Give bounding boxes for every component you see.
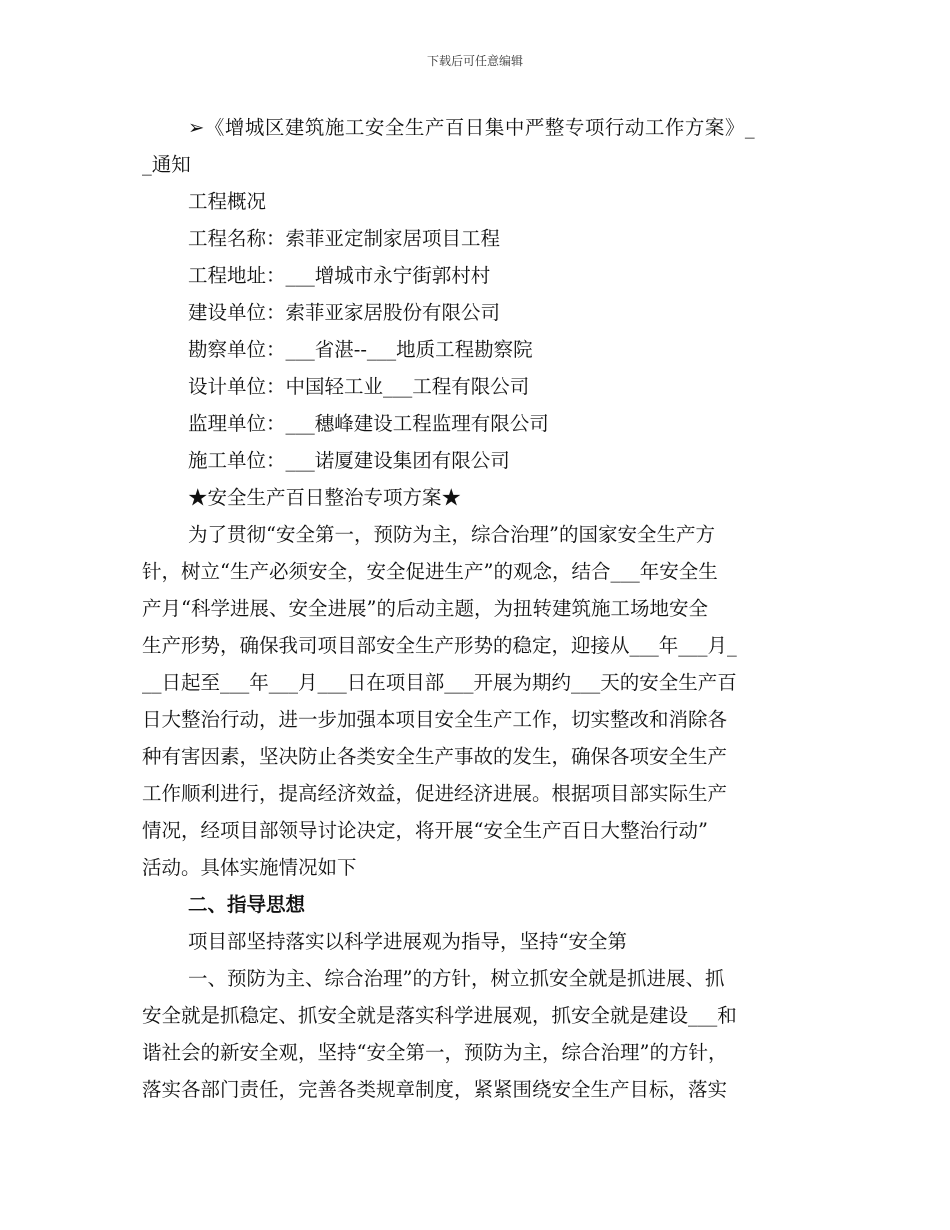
paragraph-line: __日起至___年___月___日在项目部___开展为期约___天的安全生产百 — [142, 671, 737, 694]
paragraph-line: 情况，经项目部领导讨论决定，将开展“安全生产百日大整治行动” — [142, 819, 708, 842]
supervision-unit: 监理单位：___穗峰建设工程监理有限公司 — [188, 412, 549, 435]
document-body — [142, 109, 812, 1108]
project-name: 工程名称：索菲亚定制家居项目工程 — [188, 227, 501, 250]
paragraph-line: 生产形势，确保我司项目部安全生产形势的稳定，迎接从___年___月_ — [142, 634, 737, 657]
paragraph-line: 工作顺利进行，提高经济效益，促进经济进展。根据项目部实际生产 — [142, 782, 728, 805]
section-heading-guiding-thought: 二、指导思想 — [188, 893, 306, 916]
paragraph-line: 针，树立“生产必须安全，安全促进生产”的观念，结合___年安全生 — [142, 560, 718, 583]
paragraph-line: 为了贯彻“安全第一，预防为主，综合治理”的国家安全生产方 — [188, 523, 715, 546]
document-title-line-2: _通知 — [142, 153, 191, 176]
paragraph-line: 活动。具体实施情况如下 — [142, 856, 357, 879]
paragraph-line: 安全就是抓稳定、抓安全就是落实科学进展观，抓安全就是建设___和 — [142, 1004, 737, 1027]
overview-heading: 工程概况 — [188, 190, 267, 213]
paragraph-line: 产月“科学进展、安全进展”的后动主题，为扭转建筑施工场地安全 — [142, 597, 708, 620]
paragraph-purpose — [142, 516, 812, 886]
design-unit: 设计单位：中国轻工业___工程有限公司 — [188, 375, 530, 398]
paragraph-line: 种有害因素，坚决防止各类安全生产事故的发生，确保各项安全生产 — [142, 745, 728, 768]
paragraph-line: 谐社会的新安全观，坚持“安全第一，预防为主，综合治理”的方针， — [142, 1041, 728, 1064]
paragraph-line: 日大整治行动，进一步加强本项目安全生产工作，切实整改和消除各 — [142, 708, 728, 731]
construction-unit: 建设单位：索菲亚家居股份有限公司 — [188, 301, 501, 324]
paragraph-guiding-principle — [142, 960, 812, 1108]
project-address: 工程地址：___增城市永宁街郭村村 — [188, 264, 491, 287]
plan-heading: ★安全生产百日整治专项方案★ — [188, 486, 462, 509]
page-header: 下载后可任意编辑 — [426, 54, 523, 68]
contractor-unit: 施工单位：___诺厦建设集团有限公司 — [188, 449, 510, 472]
paragraph-line: 一、预防为主、综合治理”的方针，树立抓安全就是抓进展、抓 — [188, 967, 725, 990]
document-title-line-1: ➢《增城区建筑施工安全生产百日集中严整专项行动工作方案》_ — [188, 116, 756, 139]
survey-unit: 勘察单位：___省湛--___地质工程勘察院 — [188, 338, 533, 361]
paragraph-line: 落实各部门责任，完善各类规章制度，紧紧围绕安全生产目标，落实 — [142, 1078, 728, 1101]
paragraph-line: 项目部坚持落实以科学进展观为指导，坚持“安全第 — [188, 930, 627, 953]
